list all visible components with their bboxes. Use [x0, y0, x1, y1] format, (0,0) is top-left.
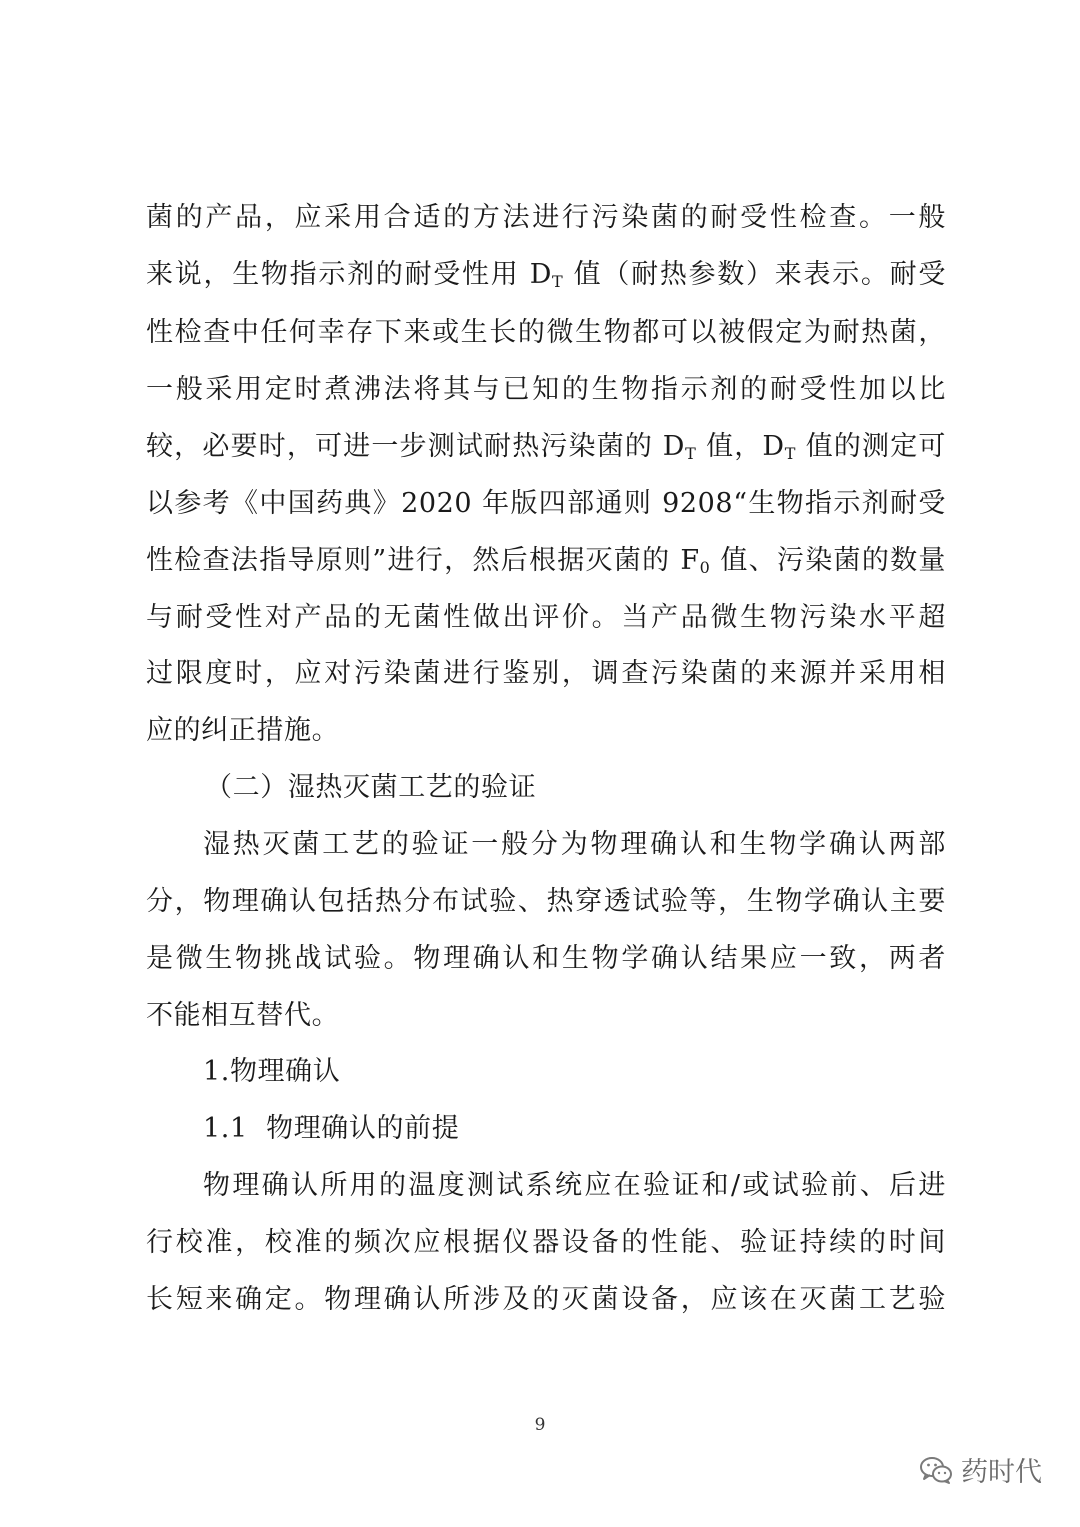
- text-segment: 值、污染菌的数量: [710, 545, 947, 576]
- text-line-20: 长短来确定。物理确认所涉及的灭菌设备，应该在灭菌工艺验: [146, 1284, 946, 1315]
- text-line-8: 与耐受性对产品的无菌性做出评价。当产品微生物污染水平超: [146, 602, 946, 633]
- text-line-6: 以参考《中国药典》2020 年版四部通则 9208“生物指示剂耐受: [146, 488, 946, 519]
- text-segment: 值（耐热参数）来表示。耐受: [563, 259, 946, 290]
- subsubsection-heading: 1.1 物理确认的前提: [203, 1113, 460, 1144]
- text-line-3: 性检查中任何幸存下来或生长的微生物都可以被假定为耐热菌，: [146, 317, 946, 348]
- text-line-2: [146, 255, 946, 295]
- subscript: T: [784, 444, 796, 463]
- text-line-5: [146, 427, 946, 467]
- text-segment: 来说，生物指示剂的耐受性用 D: [146, 259, 553, 290]
- text-line-13: 分，物理确认包括热分布试验、热穿透试验等，生物学确认主要: [146, 886, 946, 917]
- text-line-14: 是微生物挑战试验。物理确认和生物学确认结果应一致，两者: [146, 943, 946, 974]
- page-number: 9: [534, 1415, 546, 1435]
- watermark: [919, 1450, 1042, 1489]
- text-line-19: 行校准，校准的频次应根据仪器设备的性能、验证持续的时间: [146, 1227, 946, 1258]
- text-segment: 值的测定可: [795, 431, 946, 462]
- subscript: 0: [699, 558, 711, 577]
- section-heading: （二）湿热灭菌工艺的验证: [205, 772, 537, 803]
- subsection-heading: 1.物理确认: [203, 1056, 341, 1087]
- subscript: T: [685, 444, 697, 463]
- text-segment: 性检查法指导原则”进行，然后根据灭菌的 F: [146, 545, 700, 576]
- text-line-1: 菌的产品，应采用合适的方法进行污染菌的耐受性检查。一般: [146, 202, 946, 233]
- text-line-15: 不能相互替代。: [146, 1000, 340, 1031]
- text-line-7: [146, 541, 946, 581]
- text-segment: 值，D: [696, 431, 785, 462]
- text-line-12: 湿热灭菌工艺的验证一般分为物理确认和生物学确认两部: [203, 829, 946, 860]
- text-line-10: 应的纠正措施。: [146, 715, 340, 746]
- text-line-4: 一般采用定时煮沸法将其与已知的生物指示剂的耐受性加以比: [146, 374, 946, 405]
- watermark-text: 药时代: [961, 1457, 1042, 1488]
- text-line-18: 物理确认所用的温度测试系统应在验证和/或试验前、后进: [203, 1170, 946, 1201]
- text-line-9: 过限度时，应对污染菌进行鉴别，调查污染菌的来源并采用相: [146, 658, 946, 689]
- text-segment: 较，必要时，可进一步测试耐热污染菌的 D: [146, 431, 686, 462]
- subscript: T: [552, 272, 564, 291]
- wechat-icon: [919, 1455, 953, 1485]
